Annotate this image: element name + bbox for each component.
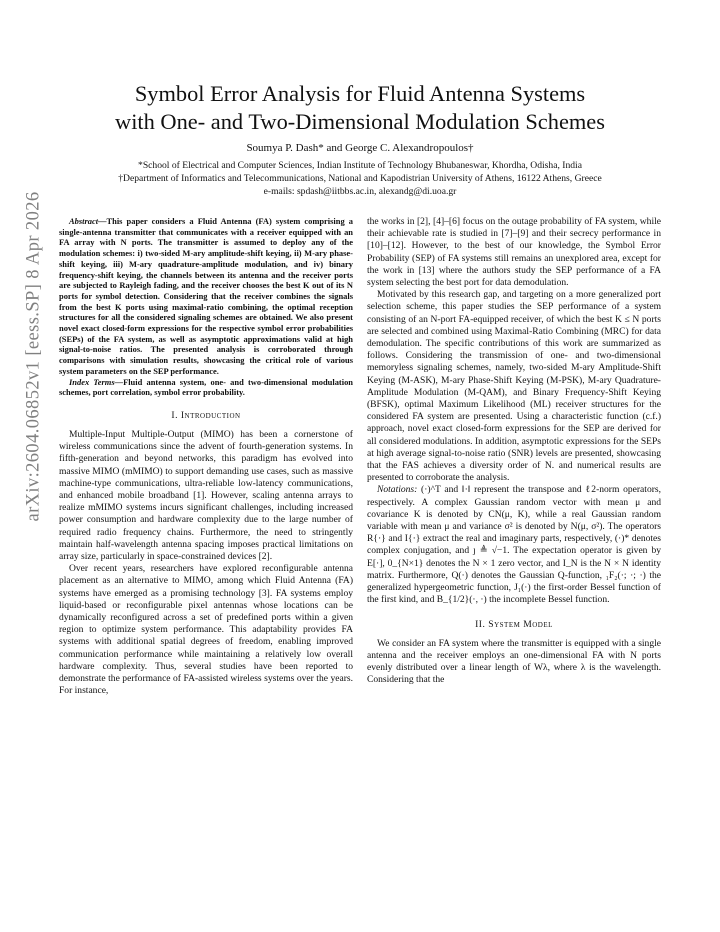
index-terms-label: Index Terms— [69, 376, 124, 387]
index-terms [59, 377, 353, 398]
system-model-paragraph-1: We consider an FA system where the transmitter is equipped with a single antenna and the receiver employs an one-dimensional FA with N ports evenly distributed over a linear length of Wλ, where λ is the wavelength. Considering that the [367, 637, 661, 686]
title-line-1: Symbol Error Analysis for Fluid Antenna Systems [134, 81, 586, 106]
abstract-text: This paper considers a Fluid Antenna (FA) system comprising a single-antenna transmitter that communicates with a receiver equipped with an FA array with N ports. The transmitter is assumed to deploy any of the modulation schemes: i) two-sided M-ary amplitude-shift keying, ii) M-ary phase-shift keying, iii) M-ary quadrature-amplitude modulation, and iv) binary frequency-shift keying, the channels between its antenna and the receiver ports are subjected to Rayleigh fading, and the receiver chooses the best K out of its N ports for symbol detection. Considering that the receiver combines the signals from the best K ports using maximal-ratio combining, the optimal reception structures for all the considered signaling schemes are obtained. We also present novel exact closed-form expressions for the respective symbol error probabilities (SEPs) of the FA system, as well as asymptotic approximations valid at high signal-to-noise ratios. The presented analysis is corroborated through comparisons with simulation results, showcasing the critical role of various system parameters on the SEP performance. [59, 216, 353, 376]
paper-title [60, 80, 660, 136]
intro-paragraph-4: Motivated by this research gap, and targeting on a more generalized port selection scheme, this paper studies the SEP performance of a system consisting of an N-port FA-equipped receiver, of which the best K ≤ N ports are selected and combined using Maximal-Ratio Combining (MRC) for data demodulation. The specific contributions of this work are summarized as follows. Considering the transmission of one- and two-dimensional memoryless signaling schemes, namely, two-sided M-ary Amplitude-Shift Keying (M-ASK), M-ary Phase-Shift Keying (M-PSK), M-ary Quadrature-Amplitude Modulation (M-QAM), and Binary Frequency-Shift Keying (BFSK), optimal Maximum Likelihood (ML) receiver structures for the considered FA system are presented. Using a characteristic function (c.f.) approach, novel exact closed-form expressions for the SEP are derived for all considered modulations. In addition, asymptotic expressions for the SEPs at high average signal-to-noise ratio (SNR) levels are presented, showcasing that the FAS achieves a diversity order of N. and numerical results are presented to corroborate the analysis. [367, 289, 661, 484]
left-column [59, 216, 353, 697]
intro-paragraph-2: Over recent years, researchers have explored reconfigurable antenna placement as an alternative to MIMO, among which Fluid Antenna (FA) systems have emerged as a promising technology [3]. FA systems employ liquid-based or reconfigurable pixel antennas whose locations can be dynamically reconfigured across a set of predefined ports within a given region to optimize system performance. This adaptability provides FA systems with additional spatial degrees of freedom, enabling improved communication performance while maintaining a relatively low overall hardware complexity. Thus, several studies have been reported to demonstrate the performance of FA-assisted wireless systems over the years. For instance, [59, 563, 353, 697]
contact-emails: e-mails: spdash@iitbbs.ac.in, alexandg@di.uoa.gr [263, 186, 457, 197]
arxiv-identifier-sidebar [20, 36, 48, 676]
notations-paragraph [367, 484, 661, 606]
notations-label: Notations: [377, 484, 418, 496]
authors: Soumya P. Dash* and George C. Alexandropoulos† [246, 142, 474, 154]
abstract [59, 216, 353, 377]
right-column [367, 216, 661, 686]
affiliation-2: †Department of Informatics and Telecommunications, National and Kapodistrian University of Athens, 16122 Athens, Greece [118, 173, 602, 184]
section-heading-introduction: I. Introduction [171, 409, 241, 421]
arxiv-identifier: arXiv:2604.06852v1 [eess.SP] 8 Apr 2026 [23, 190, 44, 522]
title-line-2: with One- and Two-Dimensional Modulation Schemes [115, 109, 605, 134]
affiliations [40, 159, 680, 198]
section-heading-system-model: II. System Model [475, 618, 553, 630]
intro-paragraph-3: the works in [2], [4]–[6] focus on the outage probability of FA system, while their achievable rate is studied in [7]–[9] and their secrecy performance in [10]–[12]. However, to the best of our knowledge, the Symbol Error Probability (SEP) of FA systems still remains an unexplored area, except for the work in [13] where the authors study the SEP performance of a FA system selecting the best port for data demodulation. [367, 216, 661, 289]
notations-text: (·)^T and ‖·‖ represent the transpose and ℓ2-norm operators, respectively. A complex Gaussian random vector with mean μ and covariance K is denoted by CN(μ, K), while a real Gaussian random variable with mean μ and variance σ² is denoted by N(μ, σ²). The operators R{·} and I{·} extract the real and imaginary parts, respectively, (·)* denotes complex conjugation, and ȷ ≜ √−1. The expectation operator is given by E[·], 0_{N×1} denotes the N × 1 zero vector, and I_N is the N × N identity matrix. Furthermore, Q(·) denotes the Gaussian Q-function, ₁F₂(·; ·; ·) the generalized hypergeometric function, J₁(·) the first-order Bessel function of the first kind, and B_{1/2}(·, ·) the incomplete Bessel function. [367, 484, 661, 606]
intro-paragraph-1: Multiple-Input Multiple-Output (MIMO) has been a cornerstone of wireless communications since the advent of fourth-generation systems. In fifth-generation and beyond networks, this paradigm has evolved into massive MIMO (mMIMO) to support demanding use cases, such as massive machine-type communications, ultra-reliable low-latency communications, and enhanced mobile broadband [1]. However, scaling antenna arrays to realize mMIMO systems incurs significant challenges, including increased power consumption and hardware complexity due to the large number of required radio frequency chains. Furthermore, the need to stringently maintain half-wavelength antenna spacing imposes practical limitations on array size, particularly in space-constrained devices [2]. [59, 428, 353, 562]
index-terms-text: Fluid antenna system, one- and two-dimensional modulation schemes, port correlation, symbol error probability. [59, 376, 353, 398]
abstract-label: Abstract— [69, 216, 107, 226]
affiliation-1: *School of Electrical and Computer Sciences, Indian Institute of Technology Bhubaneswar, Khordha, Odisha, India [138, 160, 582, 171]
